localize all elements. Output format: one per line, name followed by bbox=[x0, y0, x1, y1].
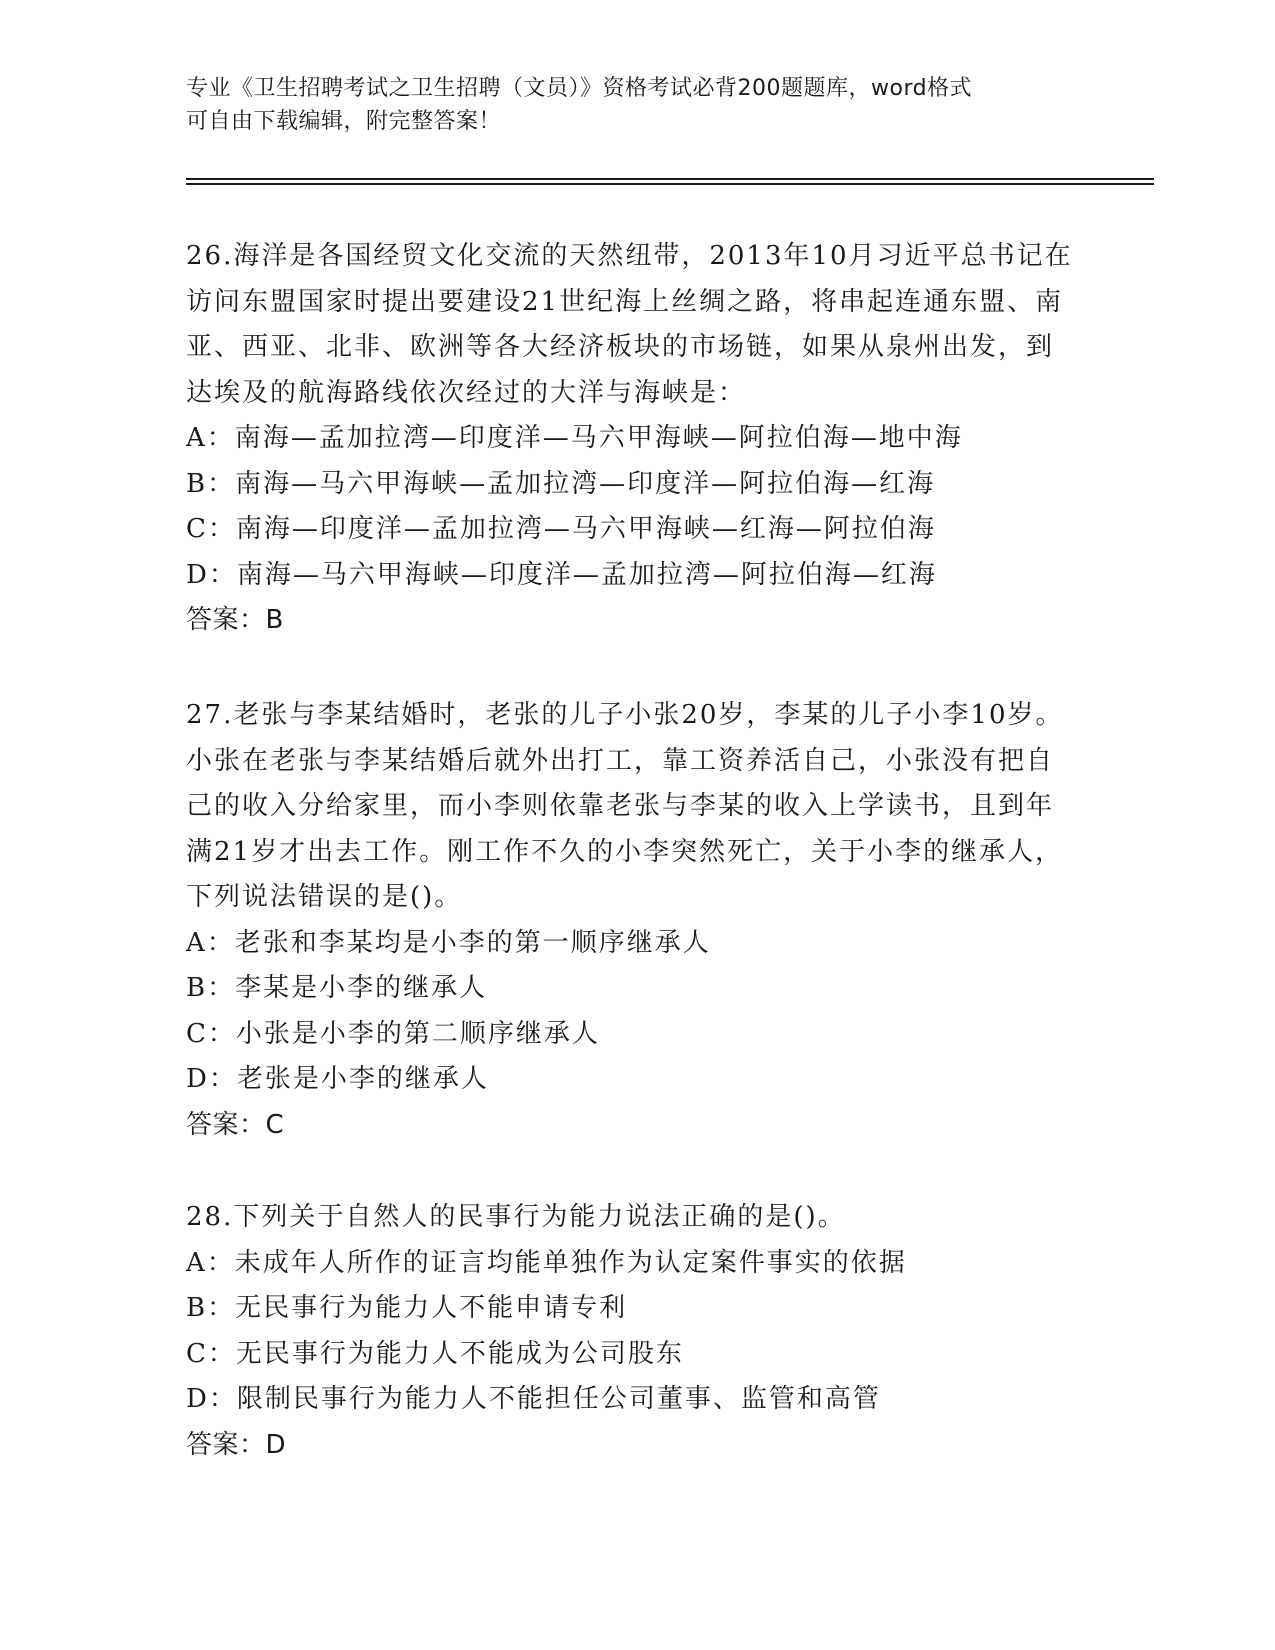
option-d: D：限制民事行为能力人不能担任公司董事、监管和高管 bbox=[186, 1384, 881, 1414]
answer: 答案：D bbox=[186, 1429, 287, 1460]
option-d: D：老张是小李的继承人 bbox=[186, 1064, 489, 1094]
option-a: A：南海—孟加拉湾—印度洋—马六甲海峡—阿拉伯海—地中海 bbox=[186, 423, 963, 453]
option-d: D：南海—马六甲海峡—印度洋—孟加拉湾—阿拉伯海—红海 bbox=[186, 559, 937, 590]
option-c: C：无民事行为能力人不能成为公司股东 bbox=[186, 1338, 684, 1369]
answer: 答案：C bbox=[186, 1109, 285, 1140]
header-divider-bottom bbox=[186, 183, 1154, 185]
question-27 bbox=[186, 693, 1076, 1148]
question-28 bbox=[186, 1195, 1076, 1468]
question-stem: 26.海洋是各国经贸文化交流的天然纽带，2013年10月习近平总书记在访问东盟国家时提出要建设21世纪海上丝绸之路，将串起连通东盟、南亚、西亚、北非、欧洲等各大经济板块的市场链，如果从泉州出发，到达埃及的航海路线依次经过的大洋与海峡是： bbox=[186, 241, 1073, 408]
answer: 答案：B bbox=[186, 605, 284, 635]
option-b: B：李某是小李的继承人 bbox=[186, 973, 488, 1003]
question-26 bbox=[186, 234, 1076, 644]
option-b: B：南海—马六甲海峡—孟加拉湾—印度洋—阿拉伯海—红海 bbox=[186, 468, 936, 499]
option-a: A：老张和李某均是小李的第一顺序继承人 bbox=[186, 927, 711, 958]
header-line-1: 专业《卫生招聘考试之卫生招聘（文员）》资格考试必背200题题库，word格式 bbox=[186, 76, 973, 101]
document-header bbox=[186, 72, 1086, 138]
header-divider-top bbox=[186, 178, 1154, 180]
option-b: B：无民事行为能力人不能申请专利 bbox=[186, 1293, 628, 1323]
option-a: A：未成年人所作的证言均能单独作为认定案件事实的依据 bbox=[186, 1247, 907, 1278]
option-c: C：南海—印度洋—孟加拉湾—马六甲海峡—红海—阿拉伯海 bbox=[186, 514, 936, 544]
header-line-2: 可自由下载编辑，附完整答案！ bbox=[186, 109, 502, 134]
option-c: C：小张是小李的第二顺序继承人 bbox=[186, 1018, 600, 1049]
question-stem: 27.老张与李某结婚时，老张的儿子小张20岁，李某的儿子小李10岁。小张在老张与李某结婚后就外出打工，靠工资养活自己，小张没有把自己的收入分给家里，而小李则依靠老张与李某的收入上学读书，且到年满21岁才出去工作。刚工作不久的小李突然死亡，关于小李的继承人，下列说法错误的是()。 bbox=[186, 700, 1064, 912]
question-stem: 28.下列关于自然人的民事行为能力说法正确的是()。 bbox=[186, 1202, 846, 1232]
